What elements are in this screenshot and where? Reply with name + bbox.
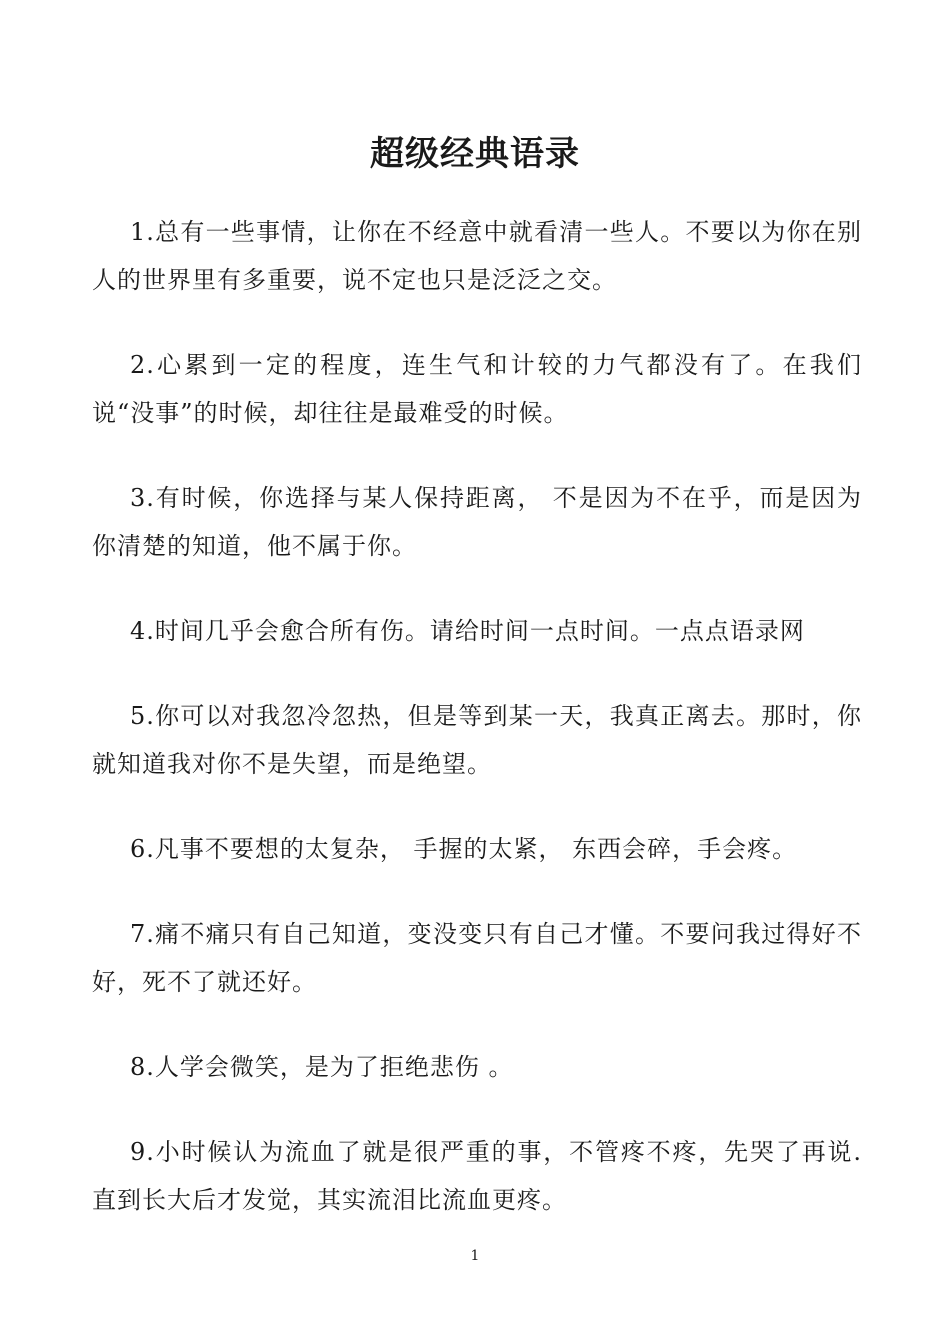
quote-paragraph: 6.凡事不要想的太复杂， 手握的太紧， 东西会碎，手会疼。 [130,835,798,863]
quote-paragraph: 4.时间几乎会愈合所有伤。请给时间一点时间。一点点语录网 [130,617,805,645]
quote-list [92,208,862,1261]
quote-paragraph: 2.心累到一定的程度，连生气和计较的力气都没有了。在我们说“没事”的时候，却往往是最难受的时候。 [92,351,862,427]
quote-paragraph: 8.人学会微笑，是为了拒绝悲伤 。 [130,1053,514,1081]
quote-paragraph: 3.有时候，你选择与某人保持距离， 不是因为不在乎，而是因为你清楚的知道，他不属于你。 [92,484,862,560]
quote-paragraph: 1.总有一些事情，让你在不经意中就看清一些人。不要以为你在别人的世界里有多重要，说不定也只是泛泛之交。 [92,218,862,294]
quote-paragraph: 7.痛不痛只有自己知道，变没变只有自己才懂。不要问我过得好不好，死不了就还好。 [92,920,862,996]
document-title: 超级经典语录 [370,134,580,174]
quote-paragraph: 9.小时候认为流血了就是很严重的事，不管疼不疼，先哭了再说.直到长大后才发觉，其实流泪比流血更疼。 [92,1138,862,1214]
page-number: 1 [470,1248,480,1264]
quote-paragraph: 5.你可以对我忽冷忽热，但是等到某一天，我真正离去。那时，你就知道我对你不是失望，而是绝望。 [92,702,862,778]
